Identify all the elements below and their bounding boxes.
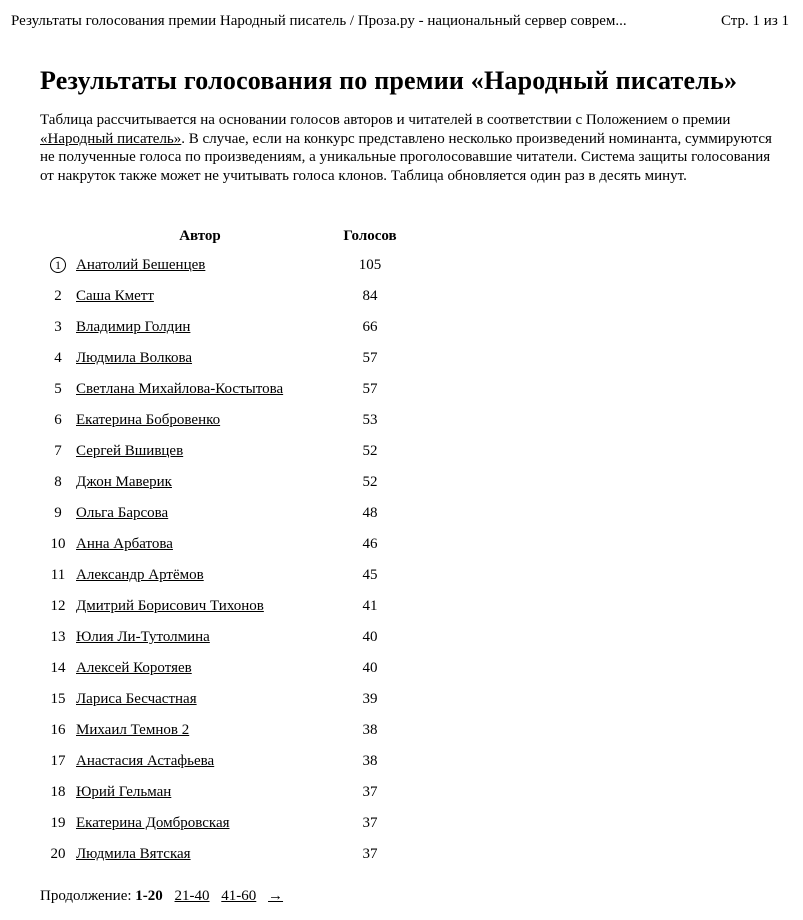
rank-cell <box>40 684 76 715</box>
rank-number: 8 <box>54 474 62 490</box>
author-cell <box>76 281 324 312</box>
author-link[interactable]: Анатолий Бешенцев <box>76 257 206 273</box>
intro-paragraph <box>40 111 780 185</box>
rank-number: 13 <box>50 629 66 645</box>
author-cell <box>76 560 324 591</box>
votes-cell: 105 <box>358 257 382 273</box>
table-row <box>40 839 416 870</box>
author-cell <box>76 684 324 715</box>
rank-cell <box>40 622 76 653</box>
author-link[interactable]: Михаил Темнов 2 <box>76 722 190 738</box>
author-link[interactable]: Юлия Ли-Тутолмина <box>76 629 210 645</box>
author-link[interactable]: Александр Артёмов <box>76 567 204 583</box>
rank-number: 14 <box>50 660 66 676</box>
author-link[interactable]: Лариса Бесчастная <box>76 691 197 707</box>
table-row <box>40 250 416 281</box>
votes-cell: 84 <box>362 288 378 304</box>
table-row <box>40 405 416 436</box>
rank-cell <box>40 436 76 467</box>
author-link[interactable]: Екатерина Домбровская <box>76 815 230 831</box>
rank-number: 2 <box>54 288 62 304</box>
table-row <box>40 622 416 653</box>
author-cell <box>76 591 324 622</box>
author-link[interactable]: Джон Маверик <box>76 474 172 490</box>
table-row <box>40 777 416 808</box>
rank-number: 4 <box>54 350 62 366</box>
author-cell <box>76 653 324 684</box>
author-link[interactable]: Людмила Волкова <box>76 350 193 366</box>
votes-cell: 37 <box>362 815 378 831</box>
votes-cell: 57 <box>362 381 378 397</box>
rank-number: 5 <box>54 381 62 397</box>
votes-cell: 45 <box>362 567 378 583</box>
votes-cell: 57 <box>362 350 378 366</box>
pagination-next-arrow[interactable]: → <box>268 888 284 904</box>
table-row <box>40 312 416 343</box>
rank-number: 11 <box>50 567 66 583</box>
rules-link[interactable]: «Народный писатель» <box>40 130 182 147</box>
author-cell <box>76 312 324 343</box>
rank-cell <box>40 808 76 839</box>
rank-cell <box>40 591 76 622</box>
rank-header <box>40 222 76 250</box>
rank-number: 3 <box>54 319 62 335</box>
votes-cell: 41 <box>362 598 378 614</box>
author-link[interactable]: Юрий Гельман <box>76 784 172 800</box>
votes-cell: 48 <box>362 505 378 521</box>
rank-cell <box>40 529 76 560</box>
pagination-current: 1-20 <box>135 888 163 904</box>
votes-header: Голосов <box>343 227 397 244</box>
table-header-row <box>40 222 416 250</box>
votes-cell: 40 <box>362 629 378 645</box>
author-link[interactable]: Саша Кметт <box>76 288 154 304</box>
table-row <box>40 436 416 467</box>
author-link[interactable]: Владимир Голдин <box>76 319 191 335</box>
rank-cell <box>40 312 76 343</box>
rank-number: 17 <box>50 753 66 769</box>
results-table <box>40 222 416 870</box>
votes-cell: 37 <box>362 784 378 800</box>
table-row <box>40 374 416 405</box>
rank-cell <box>40 250 76 281</box>
author-link[interactable]: Анастасия Астафьева <box>76 753 215 769</box>
author-cell <box>76 839 324 870</box>
rank-number: 6 <box>54 412 62 428</box>
votes-cell: 38 <box>362 722 378 738</box>
rank-cell <box>40 374 76 405</box>
votes-cell: 40 <box>362 660 378 676</box>
print-header <box>11 11 789 31</box>
author-cell <box>76 467 324 498</box>
intro-text-before: Таблица рассчитывается на основании голосов авторов и читателей в соответствии с Положением о премии <box>40 112 731 128</box>
table-row <box>40 746 416 777</box>
author-link[interactable]: Дмитрий Борисович Тихонов <box>76 598 264 614</box>
print-header-page-info: Стр. 1 из 1 <box>721 13 789 29</box>
rank-cell <box>40 281 76 312</box>
rank-number: 12 <box>50 598 66 614</box>
author-link[interactable]: Светлана Михайлова-Костытова <box>76 381 284 397</box>
author-link[interactable]: Людмила Вятская <box>76 846 191 862</box>
rank-number: 20 <box>50 846 66 862</box>
author-link[interactable]: Ольга Барсова <box>76 505 169 521</box>
author-link[interactable]: Анна Арбатова <box>76 536 173 552</box>
page-title: Результаты голосования по премии «Народный писатель» <box>40 66 738 95</box>
rank-number: 18 <box>50 784 66 800</box>
author-cell <box>76 498 324 529</box>
table-row <box>40 591 416 622</box>
pagination <box>40 886 291 906</box>
author-cell <box>76 250 324 281</box>
author-link[interactable]: Екатерина Бобровенко <box>76 412 221 428</box>
author-cell <box>76 529 324 560</box>
results-body <box>40 250 416 870</box>
votes-cell: 52 <box>362 443 378 459</box>
table-row <box>40 498 416 529</box>
intro-text-after: . В случае, если на конкурс представлено несколько произведений номинанта, суммируются не полученные голоса по произведениям, а уникальные проголосовавшие читатели. Система защиты голосования от накруток также может не учитывать голоса клонов. Таблица обновляется один раз в десять минут. <box>40 130 772 184</box>
votes-cell: 39 <box>362 691 378 707</box>
rank-number: 19 <box>50 815 66 831</box>
author-cell <box>76 405 324 436</box>
rank-badge: 1 <box>50 257 66 273</box>
votes-cell: 38 <box>362 753 378 769</box>
votes-cell: 53 <box>362 412 378 428</box>
author-link[interactable]: Сергей Вшивцев <box>76 443 184 459</box>
author-cell <box>76 715 324 746</box>
table-row <box>40 343 416 374</box>
rank-number: 16 <box>50 722 66 738</box>
rank-cell <box>40 560 76 591</box>
pagination-link-21-40[interactable]: 21-40 <box>174 888 210 904</box>
rank-number: 15 <box>50 691 66 707</box>
table-row <box>40 560 416 591</box>
table-row <box>40 684 416 715</box>
rank-cell <box>40 467 76 498</box>
votes-cell: 37 <box>362 846 378 862</box>
rank-cell <box>40 839 76 870</box>
table-row <box>40 653 416 684</box>
rank-cell <box>40 405 76 436</box>
rank-cell <box>40 653 76 684</box>
table-row <box>40 529 416 560</box>
rank-number: 9 <box>54 505 62 521</box>
table-row <box>40 281 416 312</box>
author-link[interactable]: Алексей Коротяев <box>76 660 192 676</box>
author-cell <box>76 374 324 405</box>
pagination-link-41-60[interactable]: 41-60 <box>221 888 257 904</box>
print-header-title: Результаты голосования премии Народный писатель / Проза.ру - национальный сервер соврем... <box>11 13 627 29</box>
author-cell <box>76 777 324 808</box>
author-cell <box>76 746 324 777</box>
rank-number: 10 <box>50 536 66 552</box>
author-cell <box>76 808 324 839</box>
pagination-label: Продолжение: <box>40 888 132 904</box>
rank-number: 7 <box>54 443 62 459</box>
rank-cell <box>40 343 76 374</box>
author-cell <box>76 622 324 653</box>
rank-cell <box>40 746 76 777</box>
rank-cell <box>40 777 76 808</box>
votes-cell: 52 <box>362 474 378 490</box>
author-cell <box>76 436 324 467</box>
votes-cell: 66 <box>362 319 378 335</box>
table-row <box>40 467 416 498</box>
author-header: Автор <box>179 227 221 244</box>
table-row <box>40 715 416 746</box>
table-row <box>40 808 416 839</box>
rank-cell <box>40 498 76 529</box>
author-cell <box>76 343 324 374</box>
votes-cell: 46 <box>362 536 378 552</box>
rank-cell <box>40 715 76 746</box>
